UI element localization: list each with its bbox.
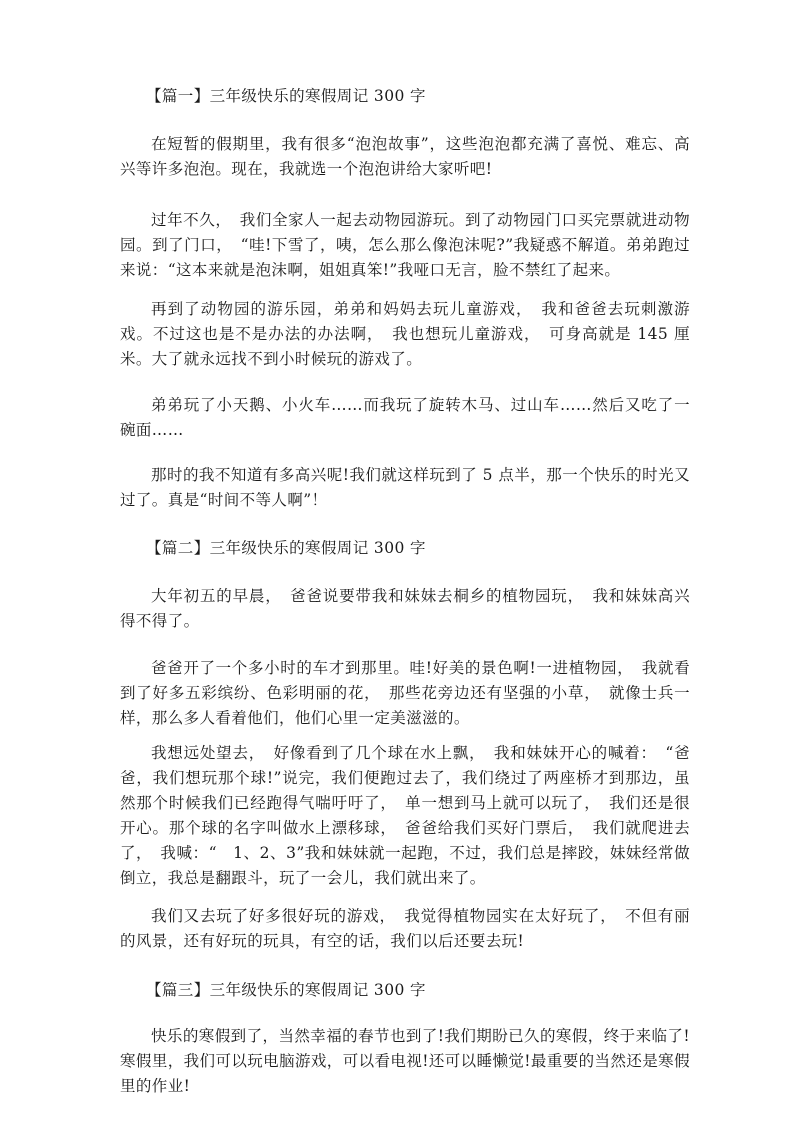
section-2-paragraph-2: 爸爸开了一个多小时的车才到那里。哇!好美的景色啊!一进植物园， 我就看到了好多五彩缤纷、色彩明丽的花， 那些花旁边还有坚强的小草， 就像士兵一样，那么多人看着他们，他们心里一定美滋滋的。 [120, 659, 690, 727]
section-3-heading: 【篇三】三年级快乐的寒假周记 300 字 [146, 981, 426, 999]
section-1-heading: 【篇一】三年级快乐的寒假周记 300 字 [146, 87, 426, 105]
section-2-paragraph-1: 大年初五的早晨， 爸爸说要带我和妹妹去桐乡的植物园玩， 我和妹妹高兴得不得了。 [120, 587, 690, 630]
section-1-paragraph-1: 在短暂的假期里，我有很多“泡泡故事”，这些泡泡都充满了喜悦、难忘、高兴等许多泡泡。现在，我就选一个泡泡讲给大家听吧! [120, 135, 690, 178]
section-1-paragraph-3: 再到了动物园的游乐园，弟弟和妈妈去玩儿童游戏， 我和爸爸去玩刺激游戏。不过这也是不是办法的办法啊， 我也想玩儿童游戏， 可身高就是 145 厘米。大了就永远找不到小时候玩的游戏了。 [120, 300, 690, 368]
section-2-heading: 【篇二】三年级快乐的寒假周记 300 字 [146, 539, 426, 557]
section-1-paragraph-5: 那时的我不知道有多高兴呢!我们就这样玩到了 5 点半，那一个快乐的时光又过了。真是“时间不等人啊”！ [120, 466, 690, 509]
section-1-paragraph-4: 弟弟玩了小天鹅、小火车……而我玩了旋转木马、过山车……然后又吃了一碗面…… [120, 396, 690, 439]
section-2-paragraph-4: 我们又去玩了好多很好玩的游戏， 我觉得植物园实在太好玩了， 不但有丽的风景，还有好玩的玩具，有空的话，我们以后还要去玩! [120, 907, 690, 950]
section-3-paragraph-1: 快乐的寒假到了，当然幸福的春节也到了!我们期盼已久的寒假，终于来临了!寒假里，我们可以玩电脑游戏，可以看电视!还可以睡懒觉!最重要的当然还是寒假里的作业! [120, 1027, 690, 1095]
section-2-paragraph-3: 我想远处望去， 好像看到了几个球在水上飘， 我和妹妹开心的喊着： “爸爸，我们想玩那个球!”说完，我们便跑过去了，我们绕过了两座桥才到那边，虽然那个时候我们已经跑得气喘吁吁了， 单一想到马上就可以玩了， 我们还是很开心。那个球的名字叫做水上漂移球， 爸爸给我们买好门票后， 我们就爬进去了， 我喊：“ 1、2、3”我和妹妹就一起跑，不过，我们总是摔跤，妹妹经常做倒立，我总是翻跟斗，玩了一会儿，我们就出来了。 [120, 744, 690, 887]
section-1-paragraph-2: 过年不久， 我们全家人一起去动物园游玩。到了动物园门口买完票就进动物园。到了门口， “哇!下雪了，咦，怎么那么像泡沫呢?”我疑惑不解道。弟弟跑过来说：“这本来就是泡沫啊，姐姐真笨!”我哑口无言，脸不禁红了起来。 [120, 211, 690, 279]
